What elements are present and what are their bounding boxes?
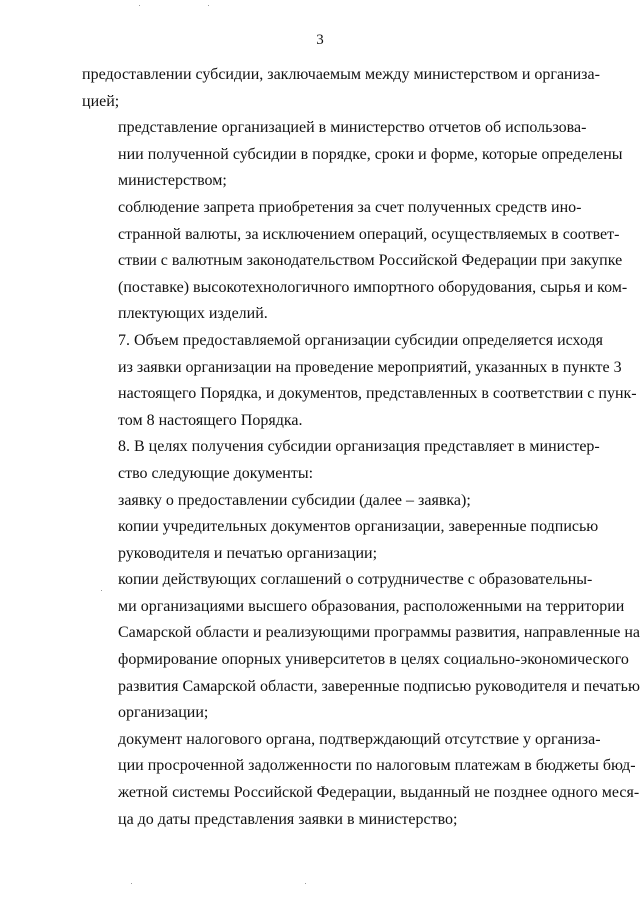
text-line: странной валюты, за исключением операций, осуществляемых в соответ- [118, 225, 620, 243]
scan-speck [208, 5, 209, 6]
text-line: нии полученной субсидии в порядке, сроки и форме, которые определены [118, 145, 623, 163]
text-line: цией; [82, 92, 120, 110]
text-line: 7. Объем предоставляемой организации субсидии определяется исходя [118, 331, 603, 349]
text-line: руководителя и печатью организации; [118, 544, 378, 562]
text-line: Самарской области и реализующими программы развития, направленные на [118, 624, 640, 642]
paragraph [82, 434, 600, 487]
text-line: соблюдение запрета приобретения за счет полученных средств ино- [118, 198, 582, 216]
paragraph [82, 115, 623, 195]
text-line: развития Самарской области, заверенные подписью руководителя и печатью [118, 677, 640, 695]
text-line: ми организациями высшего образования, расположенными на территории [118, 597, 625, 615]
page-number: 3 [316, 32, 324, 48]
paragraph [82, 62, 600, 115]
paragraph [82, 514, 599, 567]
paragraph [82, 727, 640, 833]
text-line: ца до даты представления заявки в министерство; [118, 810, 458, 828]
paragraph [82, 195, 628, 328]
document-body [82, 62, 640, 833]
scan-speck [101, 590, 102, 591]
text-line: заявку о предоставлении субсидии (далее – заявка); [118, 491, 471, 509]
scan-speck [131, 883, 132, 884]
text-line: копии действующих соглашений о сотрудничестве с образовательны- [118, 571, 593, 589]
paragraph [82, 567, 640, 727]
text-line: плектующих изделий. [118, 305, 268, 323]
text-line: формирование опорных университетов в целях социально-экономического [118, 651, 629, 669]
text-line: министерством; [118, 172, 227, 190]
text-line: предоставлении субсидии, заключаемым между министерством и организа- [82, 66, 600, 83]
text-line: представление организацией в министерство отчетов об использова- [118, 119, 587, 137]
paragraph [82, 328, 637, 434]
scan-speck [139, 5, 140, 6]
text-line: ции просроченной задолженности по налоговым платежам в бюджеты бюд- [118, 757, 636, 775]
text-line: ство следующие документы: [118, 464, 314, 482]
paragraph [82, 488, 580, 515]
text-line: организации; [118, 704, 209, 722]
text-line: из заявки организации на проведение мероприятий, указанных в пункте 3 [118, 358, 622, 376]
text-line: документ налогового органа, подтверждающий отсутствие у организа- [118, 730, 601, 748]
text-line: ствии с валютным законодательством Российской Федерации при закупке [118, 252, 623, 270]
text-line: копии учредительных документов организации, заверенные подписью [118, 518, 599, 536]
text-line: том 8 настоящего Порядка. [118, 411, 303, 429]
text-line: (поставке) высокотехнологичного импортного оборудования, сырья и ком- [118, 278, 628, 296]
text-line: настоящего Порядка, и документов, представленных в соответствии с пунк- [118, 385, 637, 403]
scan-speck [305, 883, 306, 884]
text-line: жетной системы Российской Федерации, выданный не позднее одного меся- [118, 784, 640, 802]
text-line: 8. В целях получения субсидии организация представляет в министер- [118, 438, 600, 456]
